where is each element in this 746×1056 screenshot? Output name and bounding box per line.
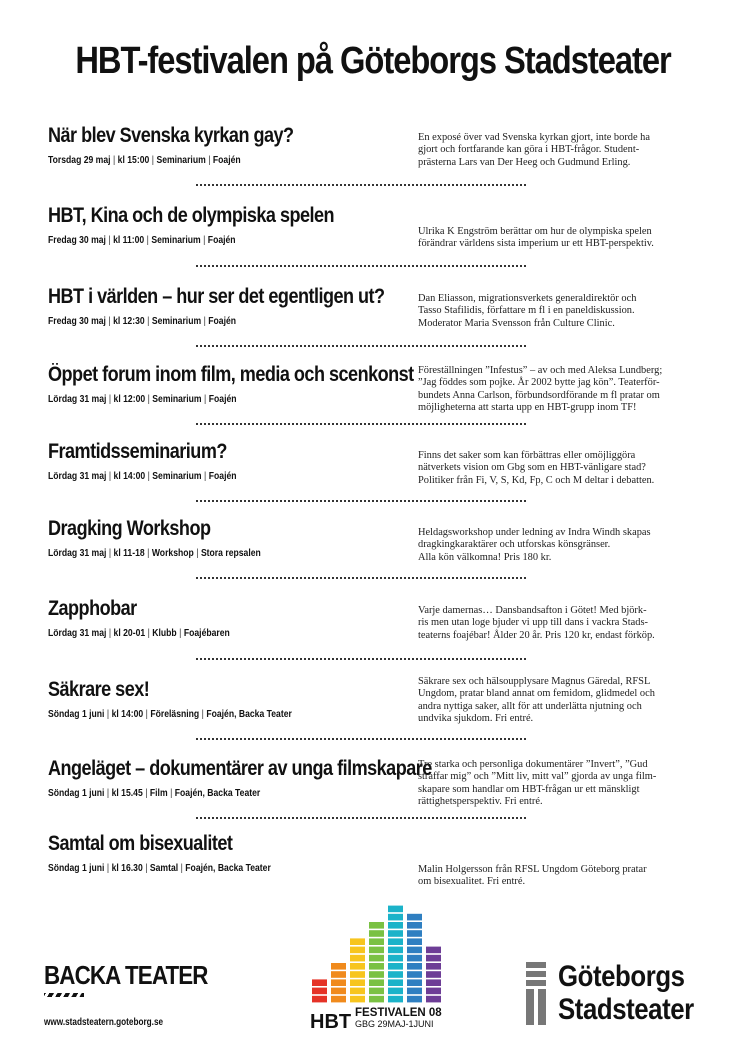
meta-separator: | [147, 547, 150, 559]
event-title: HBT, Kina och de olympiska spelen [48, 204, 335, 227]
meta-separator: | [145, 862, 148, 874]
equalizer-bar-segment [312, 988, 327, 995]
description-line: gjort och fortfarande kan göra i HBT-frågor. Student- [418, 144, 640, 156]
dotted-divider [196, 184, 526, 186]
description-line: En exposé över vad Svenska kyrkan gjort, inte borde ha [418, 132, 650, 143]
page-title: HBT-festivalen på Göteborgs Stadsteater [75, 40, 671, 82]
event-description [418, 365, 718, 415]
equalizer-bar-segment [388, 979, 403, 986]
event-meta [48, 708, 292, 720]
equalizer-bar-segment [369, 930, 384, 937]
equalizer-bar-segment [350, 988, 365, 995]
equalizer-bar-segment [426, 996, 441, 1003]
event-type: Seminarium [156, 154, 206, 166]
event-type: Föreläsning [150, 708, 200, 720]
event-date: Lördag 31 maj [48, 393, 107, 405]
equalizer-bar-segment [426, 979, 441, 986]
description-line: ris men utan loge bjuder vi upp till dans i vackra Stads- [418, 617, 648, 629]
event-title: Framtidsseminarium? [48, 440, 227, 463]
equalizer-bar-segment [350, 971, 365, 978]
description-line: nätverkets vision om Gbg som en HBT-vänligare stad? [418, 462, 646, 474]
equalizer-bar-segment [426, 963, 441, 970]
dotted-divider [196, 265, 526, 267]
event-description [418, 864, 718, 889]
meta-separator: | [170, 787, 173, 799]
equalizer-bar-segment [369, 938, 384, 945]
equalizer-bar-segment [407, 963, 422, 970]
dotted-divider [196, 423, 526, 425]
dotted-divider [196, 345, 526, 347]
website-link[interactable]: www.stadsteatern.goteborg.se [44, 1017, 164, 1028]
meta-separator: | [204, 393, 207, 405]
event-type: Klubb [152, 627, 177, 639]
equalizer-bar-segment [388, 914, 403, 921]
equalizer-bar-segment [369, 955, 384, 962]
event-place: Foajén [208, 315, 237, 327]
event-time: kl 14:00 [111, 708, 144, 720]
description-line: Tasso Stafilidis, författare m fl i en paneldiskussion. [418, 305, 635, 317]
event-meta [48, 862, 271, 874]
event-title: Dragking Workshop [48, 517, 211, 540]
event-title: Säkrare sex! [48, 678, 150, 701]
dotted-divider [196, 658, 526, 660]
description-line: Säkrare sex och hälsoupplysare Magnus Gäredal, RFSL [418, 676, 651, 687]
equalizer-bar-segment [331, 988, 346, 995]
description-line: Varje damernas… Dansbandsafton i Götet! Med björk- [418, 605, 647, 616]
event-time: kl 12:30 [113, 315, 145, 327]
event-time: kl 15.45 [111, 787, 143, 799]
description-line: Finns det saker som kan förbättras eller omöjliggöra [418, 450, 636, 461]
event-place: Foajén, Backa Teater [185, 862, 271, 874]
equalizer-bar-segment [407, 996, 422, 1003]
event-type: Samtal [149, 862, 179, 874]
description-line: Malin Holgersson från RFSL Ungdom Göteborg pratar [418, 864, 647, 875]
equalizer-bar-segment [426, 955, 441, 962]
equalizer-bar-segment [407, 988, 422, 995]
meta-separator: | [151, 154, 154, 166]
meta-separator: | [106, 708, 110, 720]
event-date: Söndag 1 juni [48, 787, 105, 799]
equalizer-bar-segment [388, 971, 403, 978]
event-time: kl 16.30 [111, 862, 143, 874]
event-title: Angeläget – dokumentärer av unga filmskapare [48, 757, 432, 780]
equalizer-bar-segment [331, 996, 346, 1003]
meta-separator: | [147, 627, 150, 639]
description-line: om bisexualitet. Fri entré. [418, 876, 526, 888]
description-line: Ungdom, pratar bland annat om femidom, glidmedel och [418, 688, 655, 700]
description-line: prästerna Lars van Der Heeg och Gudmund Erling. [418, 156, 631, 168]
dotted-divider [196, 817, 526, 819]
equalizer-bar-segment [426, 988, 441, 995]
equalizer-bar-segment [388, 906, 403, 913]
event-meta [48, 627, 230, 639]
event-type: Seminarium [151, 315, 202, 327]
event-description [418, 759, 718, 809]
equalizer-bar-segment [369, 922, 384, 929]
meta-separator: | [106, 787, 110, 799]
meta-separator: | [145, 787, 148, 799]
meta-separator: | [108, 627, 112, 639]
event-description [418, 226, 718, 251]
description-line: undvika sjukdom. Fri entré. [418, 713, 534, 725]
event-place: Stora repsalen [200, 547, 261, 559]
equalizer-bar-segment [331, 971, 346, 978]
description-line: straffar mig” och ”Mitt liv, mitt val” gjorda av unga film- [418, 771, 657, 783]
description-line: dragkingkaraktärer och utforskas könsgränser. [418, 539, 611, 551]
description-line: Heldagsworkshop under ledning av Indra Windh skapas [418, 527, 651, 538]
equalizer-bar-segment [407, 922, 422, 929]
hbt-logo-main: HBT [310, 1011, 352, 1032]
event-meta [48, 470, 237, 482]
equalizer-bar-segment [331, 963, 346, 970]
equalizer-bar-segment [388, 996, 403, 1003]
meta-separator: | [108, 470, 112, 482]
description-line: möjligheterna att starta upp en HBT-grupp inom TF! [418, 402, 637, 414]
equalizer-bar-segment [407, 938, 422, 945]
event-description [418, 132, 718, 169]
event-date: Lördag 31 maj [48, 470, 107, 482]
equalizer-bar-segment [369, 947, 384, 954]
event-title: Öppet forum inom film, media och scenkonst [48, 363, 414, 386]
description-line: andra nyttiga saker, allt för att underlätta njutning och [418, 700, 642, 712]
meta-separator: | [203, 234, 206, 246]
hbt-logo-dates: GBG 29MAJ-1JUNI [355, 1019, 434, 1029]
description-line: skapare som handlar om HBT-frågan ur ett mänskligt [418, 783, 640, 795]
meta-separator: | [179, 627, 182, 639]
event-description [418, 605, 718, 642]
event-title: HBT i världen – hur ser det egentligen ut? [48, 285, 385, 308]
stadsteater-mark-icon [526, 962, 548, 1026]
event-title: När blev Svenska kyrkan gay? [48, 124, 294, 147]
event-place: Foajén [208, 470, 237, 482]
meta-separator: | [203, 315, 206, 327]
meta-separator: | [108, 393, 112, 405]
dotted-divider [196, 738, 526, 740]
event-date: Lördag 31 maj [48, 627, 107, 639]
equalizer-bar-segment [388, 988, 403, 995]
event-date: Torsdag 29 maj [48, 154, 111, 166]
event-type: Workshop [151, 547, 194, 559]
event-description [418, 293, 718, 330]
meta-separator: | [146, 234, 149, 246]
backa-teater-logo [44, 960, 234, 997]
equalizer-bar-segment [350, 955, 365, 962]
description-line: Föreställningen ”Infestus” – av och med Aleksa Lundberg; [418, 365, 663, 376]
description-line: Politiker från Fi, V, S, Kd, Fp, C och M deltar i debatten. [418, 474, 655, 486]
meta-separator: | [108, 234, 111, 246]
description-line: ”Jag föddes som pojke. År 2002 bytte jag kön”. Teaterför- [418, 377, 660, 389]
equalizer-bar-segment [312, 996, 327, 1003]
event-place: Foajén [208, 393, 237, 405]
equalizer-bar-segment [407, 914, 422, 921]
equalizer-bar-segment [350, 947, 365, 954]
description-line: Tre starka och personliga dokumentärer ”Invert”, ”Gud [418, 759, 648, 770]
event-meta [48, 393, 237, 405]
equalizer-bar-segment [388, 963, 403, 970]
description-line: Dan Eliasson, migrationsverkets generaldirektör och [418, 293, 637, 304]
event-type: Seminarium [152, 393, 202, 405]
meta-separator: | [180, 862, 183, 874]
dotted-divider [196, 577, 526, 579]
description-line: förändrar världens sista imperium ur ett HBT-perspektiv. [418, 238, 654, 250]
equalizer-bar-segment [369, 979, 384, 986]
event-meta [48, 154, 241, 166]
event-meta [48, 787, 260, 799]
description-line: Ulrika K Engström berättar om hur de olympiska spelen [418, 226, 652, 237]
backa-teater-wordmark: BACKA TEATER [44, 960, 208, 990]
gbg-logo-line2: Stadsteater [558, 993, 694, 1026]
event-title: Zapphobar [48, 597, 137, 620]
hbt-logo-festival: FESTIVALEN 08 [355, 1007, 442, 1019]
equalizer-bar-segment [350, 938, 365, 945]
equalizer-bar-segment [388, 955, 403, 962]
meta-separator: | [196, 547, 199, 559]
meta-separator: | [208, 154, 211, 166]
meta-separator: | [147, 393, 150, 405]
equalizer-bar-segment [407, 955, 422, 962]
event-time: kl 12:00 [113, 393, 146, 405]
event-description [418, 450, 718, 487]
event-time: kl 14:00 [113, 470, 146, 482]
event-time: kl 11-18 [113, 547, 145, 559]
event-date: Lördag 31 maj [48, 547, 107, 559]
equalizer-bar-segment [350, 996, 365, 1003]
event-date: Fredag 30 maj [48, 315, 106, 327]
equalizer-bar-segment [369, 963, 384, 970]
equalizer-bar-segment [369, 971, 384, 978]
equalizer-bar-segment [388, 922, 403, 929]
equalizer-bar-segment [426, 947, 441, 954]
equalizer-bar-segment [407, 930, 422, 937]
event-title: Samtal om bisexualitet [48, 832, 233, 855]
equalizer-bar-segment [369, 996, 384, 1003]
event-place: Foajén [207, 234, 236, 246]
meta-separator: | [108, 547, 112, 559]
meta-separator: | [108, 315, 111, 327]
meta-separator: | [147, 315, 150, 327]
meta-separator: | [201, 708, 204, 720]
equalizer-bar-segment [426, 971, 441, 978]
backa-stripe-icon [44, 993, 84, 997]
meta-separator: | [106, 862, 110, 874]
event-meta [48, 547, 261, 559]
event-description [418, 527, 718, 564]
equalizer-bar-segment [369, 988, 384, 995]
meta-separator: | [204, 470, 207, 482]
event-type: Seminarium [152, 470, 202, 482]
event-meta [48, 315, 236, 327]
event-time: kl 15:00 [117, 154, 150, 166]
description-line: Moderator Maria Svensson från Culture Clinic. [418, 317, 615, 329]
event-date: Söndag 1 juni [48, 708, 105, 720]
description-line: Alla kön välkomna! Pris 180 kr. [418, 551, 552, 563]
event-date: Söndag 1 juni [48, 862, 105, 874]
event-date: Fredag 30 maj [48, 234, 106, 246]
equalizer-bar-segment [350, 979, 365, 986]
event-time: kl 20-01 [113, 627, 146, 639]
meta-separator: | [147, 470, 150, 482]
event-place: Foajén [212, 154, 241, 166]
equalizer-bar-segment [407, 979, 422, 986]
event-place: Foajén, Backa Teater [206, 708, 292, 720]
event-type: Seminarium [151, 234, 201, 246]
equalizer-bar-segment [388, 947, 403, 954]
meta-separator: | [145, 708, 148, 720]
description-line: rättighetsperspektiv. Fri entré. [418, 796, 543, 808]
equalizer-bar-segment [388, 930, 403, 937]
gbg-logo-line1: Göteborgs [558, 960, 685, 993]
event-place: Foajén, Backa Teater [174, 787, 261, 799]
equalizer-bar-segment [407, 947, 422, 954]
equalizer-bar-segment [331, 979, 346, 986]
event-meta [48, 234, 236, 246]
event-time: kl 11:00 [113, 234, 145, 246]
hbt-festival-logo [308, 900, 448, 1032]
equalizer-bar-segment [388, 938, 403, 945]
event-place: Foajébaren [183, 627, 230, 639]
dotted-divider [196, 500, 526, 502]
event-description [418, 676, 718, 726]
description-line: bundets Anna Carlson, förbundsordförande m fl pratar om [418, 389, 660, 401]
description-line: teaterns foajébar! Ålder 20 år. Pris 120 kr, endast förköp. [418, 629, 655, 641]
meta-separator: | [112, 154, 116, 166]
equalizer-bar-segment [350, 963, 365, 970]
equalizer-bar-segment [312, 979, 327, 986]
event-type: Film [149, 787, 168, 799]
equalizer-bar-segment [407, 971, 422, 978]
